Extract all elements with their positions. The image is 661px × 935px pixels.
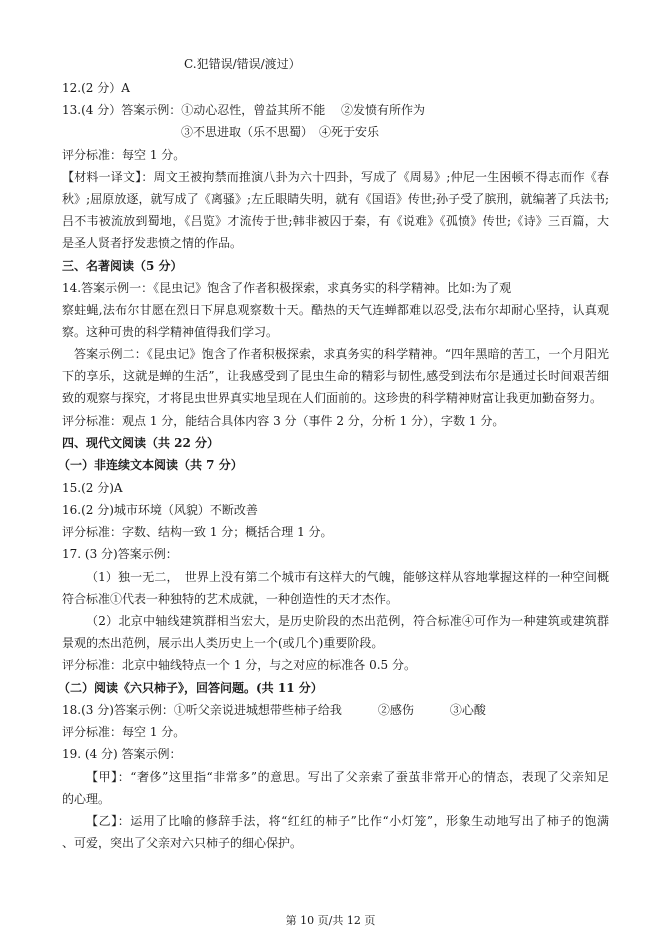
answer-14-line-3: 察。这种可贵的科学精神值得我们学习。 [62,325,279,339]
answer-14-example-2-line-1: 答案示例二：《昆虫记》饱含了作者积极探索，求真务实的科学精神。“四年黑暗的苦工，一个月阳光 [74,347,609,361]
answer-16: 16.(2 分)城市环境（风貌）不断改善 [62,503,258,517]
answer-12: 12.(2 分）A [62,81,130,95]
scoring-14: 评分标准：观点 1 分，能结合具体内容 3 分（事件 2 分，分析 1 分），字数 1 分。 [62,414,505,428]
scoring-13: 评分标准：每空 1 分。 [62,148,186,162]
translation-line-1: 【材料一译文】：周文王被拘禁而推演八卦为六十四卦，写成了《周易》;仲尼一生困顿不得志而作《春 [62,170,609,184]
answer-14-example-2-line-2: 下的享乐，这就是蝉的生活”，让我感受到了昆虫生命的精彩与韧性,感受到法布尔是通过长时间艰苦细 [62,369,609,383]
page-number-footer: 第 10 页/共 12 页 [285,914,376,927]
scoring-17: 评分标准：北京中轴线特点一个 1 分，与之对应的标准各 0.5 分。 [62,658,416,672]
answer-13-line-1: 13.(4 分）答案示例：①动心忍性，曾益其所不能 ②发愤有所作为 [62,103,426,117]
answer-17-item-2-line-1: （2）北京中轴线建筑群相当宏大，是历史阶段的杰出范例，符合标准④可作为一种建筑或建筑群 [86,614,609,628]
answer-17-item-1-line-1: （1）独一无二， 世界上没有第二个城市有这样大的气魄，能够这样从容地掌握这样的一种空间概 [86,570,609,584]
answer-19-yi-line-2: 、可爱，突出了父亲对六只柿子的细心保护。 [62,836,303,850]
answer-18: 18.(3 分)答案示例：①听父亲说进城想带些柿子给我 ②感伤 ③心酸 [62,703,486,717]
answer-17-item-1-line-2: 符合标准①代表一种独特的艺术成就，一种创造性的天才杰作。 [62,592,399,606]
answer-19-heading: 19. (4 分) 答案示例： [62,747,182,761]
answer-13-line-2: ③不思进取（乐不思蜀） ④死于安乐 [181,125,380,139]
answer-19-jia-line-2: 的心理。 [62,792,111,806]
section-4-heading: 四、现代文阅读（共 22 分） [62,436,220,450]
section-3-heading: 三、名著阅读（5 分） [62,259,183,273]
answer-11-option-c: C.犯错误/错误/渡过） [184,57,301,71]
scoring-18: 评分标准：每空 1 分。 [62,725,186,739]
answer-14-line-2: 察蛀蝇,法布尔甘愿在烈日下屏息观察数十天。酷热的天气连蝉都难以忍受,法布尔却耐心坚持，认真观 [62,303,609,317]
answer-17-heading: 17. (3 分)答案示例： [62,547,178,561]
answer-14-example-2-line-3: 致的观察与探究，才将昆虫世界真实地呈现在人们面前的。这珍贵的科学精神财富让我更加勤奋努力。 [62,391,603,405]
answer-17-item-2-line-2: 景观的杰出范例，展示出人类历史上一个(或几个)重要阶段。 [62,636,384,650]
scoring-16: 评分标准：字数、结构一致 1 分；概括合理 1 分。 [62,525,333,539]
subsection-2-heading: （二）阅读《六只柿子》，回答问题。(共 11 分） [58,681,323,695]
translation-line-4: 是圣人贤者抒发悲愤之情的作品。 [62,236,243,250]
answer-15: 15.(2 分)A [62,481,123,495]
answer-19-jia-line-1: 【甲】：“奢侈”这里指“非常多”的意思。写出了父亲索了蚕茧非常开心的情态，表现了父亲知足 [86,770,609,784]
subsection-1-heading: （一）非连续文本阅读（共 7 分） [58,458,243,472]
answer-19-yi-line-1: 【乙】：运用了比喻的修辞手法，将“红红的柿子”比作“小灯笼”，形象生动地写出了柿子的饱满 [86,814,609,828]
answer-14-line-1: 14.答案示例一：《昆虫记》饱含了作者积极探索，求真务实的科学精神。比如:为了观 [62,281,512,295]
translation-line-3: 吕不韦被流放到蜀地，《吕览》才流传于世;韩非被囚于秦，有《说难》《孤愤》传世;《诗》三百篇，大 [62,214,609,228]
translation-line-2: 秋》;屈原放逐，就写成了《离骚》;左丘眼睛失明，就有《国语》传世;孙子受了膑刑，就编著了兵法书; [62,192,609,206]
